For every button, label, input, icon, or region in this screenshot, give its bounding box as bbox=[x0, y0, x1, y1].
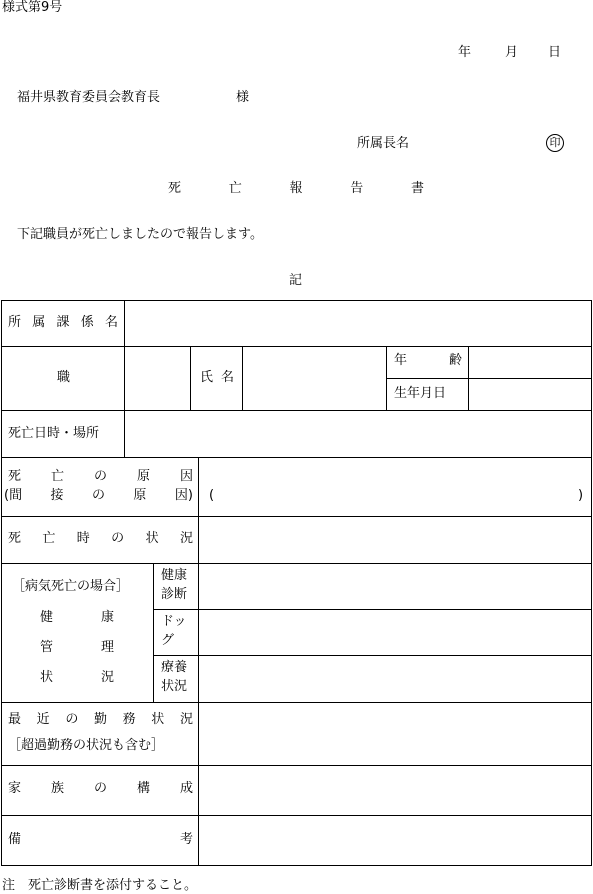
indirect-cause-label: (間 接 の 原 因) bbox=[4, 488, 193, 503]
illness-case-label: ［病気死亡の場合］ bbox=[12, 579, 130, 594]
row-divider bbox=[153, 609, 592, 610]
checkup-label-2: 診断 bbox=[161, 587, 188, 602]
date-month-label: 月 bbox=[505, 45, 519, 60]
col-divider bbox=[198, 457, 199, 866]
recuperation-label-1: 療養 bbox=[161, 660, 188, 675]
document-title: 死 亡 報 告 書 bbox=[168, 181, 424, 196]
intro-text: 下記職員が死亡しましたので報告します。 bbox=[17, 227, 263, 242]
row-divider bbox=[1, 765, 592, 766]
date-day-label: 日 bbox=[548, 45, 562, 60]
col-divider bbox=[190, 346, 191, 410]
col-divider bbox=[153, 563, 154, 702]
indirect-cause-paren-close: ) bbox=[578, 488, 584, 503]
health-mgmt-line3: 状 況 bbox=[40, 670, 114, 685]
overtime-note: ［超過勤務の状況も含む］ bbox=[8, 738, 165, 753]
health-mgmt-line1: 健 康 bbox=[40, 610, 114, 625]
recent-work-label: 最 近 の 勤 務 状 況 bbox=[8, 712, 193, 727]
honorific: 様 bbox=[236, 90, 250, 105]
death-datetime-place-label: 死亡日時・場所 bbox=[8, 426, 100, 441]
date-year-label: 年 bbox=[458, 45, 472, 60]
addressee: 福井県教育委員会教育長 bbox=[17, 90, 161, 105]
col-divider bbox=[242, 346, 243, 410]
health-mgmt-line2: 管 理 bbox=[40, 640, 114, 655]
row-divider bbox=[1, 516, 592, 517]
row-divider bbox=[1, 457, 592, 458]
row-divider bbox=[153, 655, 592, 656]
recuperation-label-2: 状況 bbox=[161, 679, 188, 694]
age-label: 年 齢 bbox=[394, 353, 462, 368]
form-number: 様式第9号 bbox=[2, 0, 63, 15]
birthdate-label: 生年月日 bbox=[394, 386, 447, 401]
position-label: 職 bbox=[57, 370, 71, 385]
checkup-label-1: 健康 bbox=[161, 568, 188, 583]
name-label: 氏 名 bbox=[200, 370, 234, 385]
col-divider bbox=[386, 346, 387, 410]
sender-label: 所属長名 bbox=[357, 136, 410, 151]
row-divider bbox=[1, 346, 592, 347]
family-label: 家 族 の 構 成 bbox=[8, 781, 193, 796]
death-situation-label: 死 亡 時 の 状 況 bbox=[8, 531, 193, 546]
col-divider bbox=[468, 346, 469, 410]
seal-mark bbox=[546, 134, 564, 152]
row-divider bbox=[386, 378, 592, 379]
ki-label: 記 bbox=[289, 273, 303, 288]
row-divider bbox=[1, 563, 592, 564]
dock-label-2: グ bbox=[161, 633, 175, 648]
remarks-label: 備 考 bbox=[8, 832, 193, 847]
indirect-cause-paren-open: ( bbox=[209, 488, 215, 503]
row-divider bbox=[1, 815, 592, 816]
cause-label: 死 亡 の 原 因 bbox=[8, 469, 193, 484]
footnote: 注 死亡診断書を添付すること。 bbox=[2, 878, 198, 893]
dept-label: 所 属 課 係 名 bbox=[8, 315, 118, 330]
row-divider bbox=[1, 410, 592, 411]
row-divider bbox=[1, 702, 592, 703]
col-divider bbox=[124, 300, 125, 457]
seal-text: 印 bbox=[546, 134, 564, 152]
dock-label-1: ドッ bbox=[161, 614, 187, 629]
